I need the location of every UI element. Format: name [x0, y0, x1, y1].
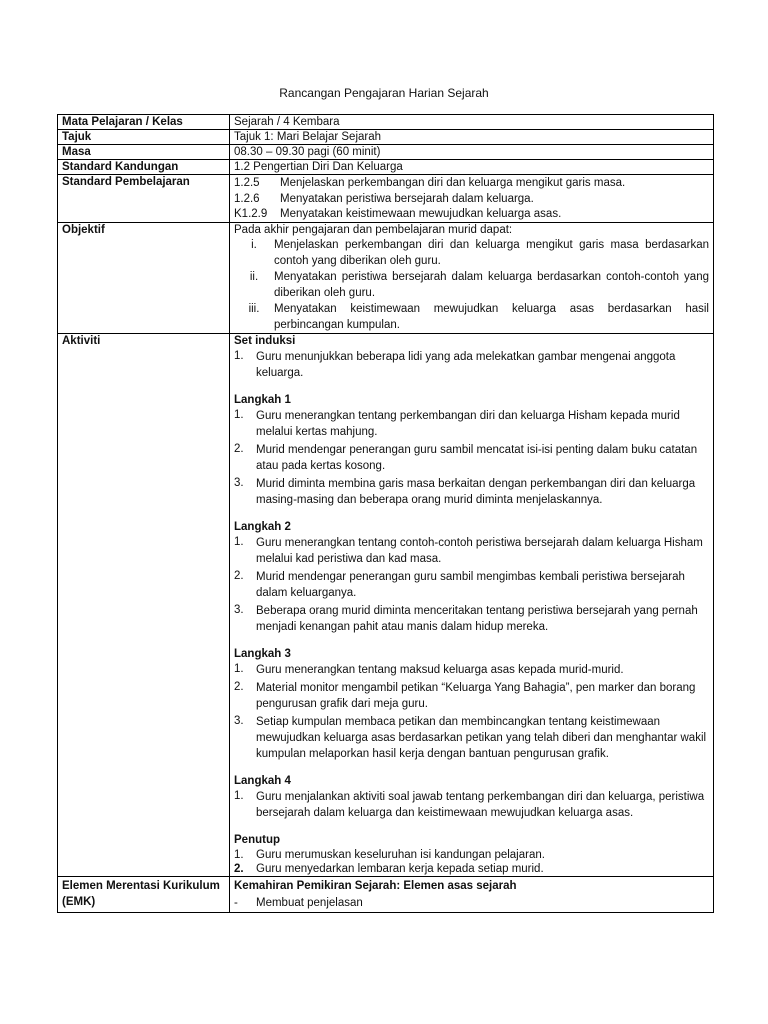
emk-item — [234, 896, 709, 910]
step-number: 2. — [234, 443, 244, 455]
step-text: Murid diminta membina garis masa berkaitan dengan perkembangan diri dan keluarga masing-masing dan beberapa orang murid diminta menjelaskannya. — [256, 478, 696, 506]
step-text: Murid mendengar penerangan guru sambil mengimbas kembali peristiwa bersejarah dalam keluarganya. — [256, 571, 685, 599]
step-text: Beberapa orang murid diminta menceritakan tentang peristiwa bersejarah yang pernah menjadi kenangan pahit atau manis dalam hidup mereka. — [256, 605, 698, 633]
step-item — [234, 662, 709, 678]
emk-heading: Kemahiran Pemikiran Sejarah: Elemen asas sejarah — [234, 880, 517, 892]
label-mata-pelajaran: Mata Pelajaran / Kelas — [58, 115, 230, 130]
standard-code: K1.2.9 — [234, 208, 268, 220]
step-item — [234, 714, 709, 762]
step-text: Guru menerangkan tentang maksud keluarga asas kepada murid-murid. — [256, 664, 624, 676]
step-text: Guru menunjukkan beberapa lidi yang ada melekatkan gambar mengenai anggota keluarga. — [256, 351, 676, 379]
value-standard-pembelajaran — [230, 175, 714, 223]
step-item — [234, 680, 709, 712]
step-list — [234, 535, 709, 635]
step-number: 3. — [234, 604, 244, 616]
step-number: 1. — [234, 409, 244, 421]
objektif-text: Menyatakan keistimewaan mewujudkan keluarga asas berdasarkan hasil perbincangan kumpulan. — [274, 303, 709, 331]
step-list — [234, 789, 709, 821]
label-tajuk: Tajuk — [58, 130, 230, 145]
step-item — [234, 603, 709, 635]
step-item — [234, 476, 709, 508]
step-number: 2. — [234, 863, 244, 875]
label-standard-pembelajaran: Standard Pembelajaran — [58, 175, 230, 223]
label-masa: Masa — [58, 145, 230, 160]
step-number: 2. — [234, 570, 244, 582]
step-item — [234, 862, 709, 876]
label-standard-kandungan: Standard Kandungan — [58, 160, 230, 175]
row-tajuk — [58, 130, 714, 145]
step-list — [234, 662, 709, 762]
standard-code: 1.2.5 — [234, 177, 260, 189]
objektif-item — [234, 237, 709, 269]
lesson-plan-table — [57, 114, 714, 913]
step-number: 1. — [234, 790, 244, 802]
objektif-text: Menyatakan peristiwa bersejarah dalam keluarga berdasarkan contoh-contoh yang diberikan oleh guru. — [274, 271, 709, 299]
value-standard-kandungan: 1.2 Pengertian Diri Dan Keluarga — [230, 160, 714, 175]
value-emk — [230, 877, 714, 913]
step-item — [234, 349, 709, 381]
step-text: Material monitor mengambil petikan “Keluarga Yang Bahagia”, pen marker dan borang pengurusan grafik dari meja guru. — [256, 682, 696, 710]
section-title: Langkah 4 — [234, 775, 291, 787]
row-aktiviti — [58, 334, 714, 877]
step-list — [234, 349, 709, 381]
label-aktiviti: Aktiviti — [58, 334, 230, 877]
step-text: Setiap kumpulan membaca petikan dan membincangkan tentang keistimewaan mewujudkan keluarga asas berdasarkan petikan yang telah diberi dan menghantar wakil kumpulan melaporkan hasil kerja dengan bantuan pengurusan grafik. — [256, 716, 707, 760]
row-standard-pembelajaran — [58, 175, 714, 223]
row-objektif — [58, 223, 714, 334]
step-item — [234, 442, 709, 474]
section-title: Set induksi — [234, 335, 296, 347]
step-text: Guru menyedarkan lembaran kerja kepada setiap murid. — [256, 863, 544, 875]
step-number: 1. — [234, 849, 244, 861]
row-standard-kandungan — [58, 160, 714, 175]
section-title: Langkah 3 — [234, 648, 291, 660]
standard-item — [234, 207, 709, 222]
step-list — [234, 848, 709, 876]
step-item — [234, 789, 709, 821]
standard-code: 1.2.6 — [234, 193, 260, 205]
step-text: Guru merumuskan keseluruhan isi kandungan pelajaran. — [256, 849, 545, 861]
step-number: 2. — [234, 681, 244, 693]
objektif-number: ii. — [249, 271, 259, 283]
step-text: Guru menerangkan tentang contoh-contoh peristiwa bersejarah dalam keluarga Hisham melalui kad peristiwa dan kad masa. — [256, 537, 703, 565]
step-item — [234, 408, 709, 440]
emk-item-text: Membuat penjelasan — [256, 897, 363, 909]
value-masa: 08.30 – 09.30 pagi (60 minit) — [230, 145, 714, 160]
label-objektif: Objektif — [58, 223, 230, 334]
step-text: Murid mendengar penerangan guru sambil mencatat isi-isi penting dalam buku catatan atau pada kertas kosong. — [256, 444, 698, 472]
step-number: 3. — [234, 477, 244, 489]
section-title: Langkah 1 — [234, 394, 291, 406]
step-item — [234, 569, 709, 601]
objektif-intro: Pada akhir pengajaran dan pembelajaran murid dapat: — [234, 224, 513, 236]
value-aktiviti — [230, 334, 714, 877]
standard-item — [234, 175, 709, 191]
step-list — [234, 408, 709, 508]
standard-text: Menjelaskan perkembangan diri dan keluarga mengikut garis masa. — [280, 177, 626, 189]
objektif-number: i. — [251, 239, 257, 251]
objektif-number: iii. — [248, 303, 260, 315]
row-mata-pelajaran — [58, 115, 714, 130]
value-tajuk: Tajuk 1: Mari Belajar Sejarah — [230, 130, 714, 145]
objektif-item — [234, 301, 709, 333]
step-text: Guru menjalankan aktiviti soal jawab tentang perkembangan diri dan keluarga, peristiwa bersejarah dalam keluarga dan keistimewaan mewujudkan keluarga asas. — [256, 791, 705, 819]
section-title: Langkah 2 — [234, 521, 291, 533]
step-number: 1. — [234, 663, 244, 675]
step-text: Guru menerangkan tentang perkembangan diri dan keluarga Hisham kepada murid melalui kertas mahjung. — [256, 410, 680, 438]
objektif-list — [234, 237, 709, 333]
objektif-item — [234, 269, 709, 301]
value-objektif — [230, 223, 714, 334]
standard-text: Menyatakan peristiwa bersejarah dalam keluarga. — [280, 193, 534, 205]
standard-item — [234, 191, 709, 207]
document-title: Rancangan Pengajaran Harian Sejarah — [279, 86, 489, 100]
step-number: 1. — [234, 350, 244, 362]
objektif-text: Menjelaskan perkembangan diri dan keluarga mengikut garis masa berdasarkan contoh yang diberikan oleh guru. — [274, 239, 709, 267]
step-item — [234, 535, 709, 567]
label-emk: Elemen Merentasi Kurikulum (EMK) — [58, 877, 230, 913]
emk-item-mark: - — [234, 897, 238, 909]
standard-text: Menyatakan keistimewaan mewujudkan keluarga asas. — [280, 208, 562, 220]
step-number: 1. — [234, 536, 244, 548]
value-mata-pelajaran: Sejarah / 4 Kembara — [230, 115, 714, 130]
section-title: Penutup — [234, 834, 280, 846]
row-emk — [58, 877, 714, 913]
step-number: 3. — [234, 715, 244, 727]
step-item — [234, 848, 709, 862]
row-masa — [58, 145, 714, 160]
